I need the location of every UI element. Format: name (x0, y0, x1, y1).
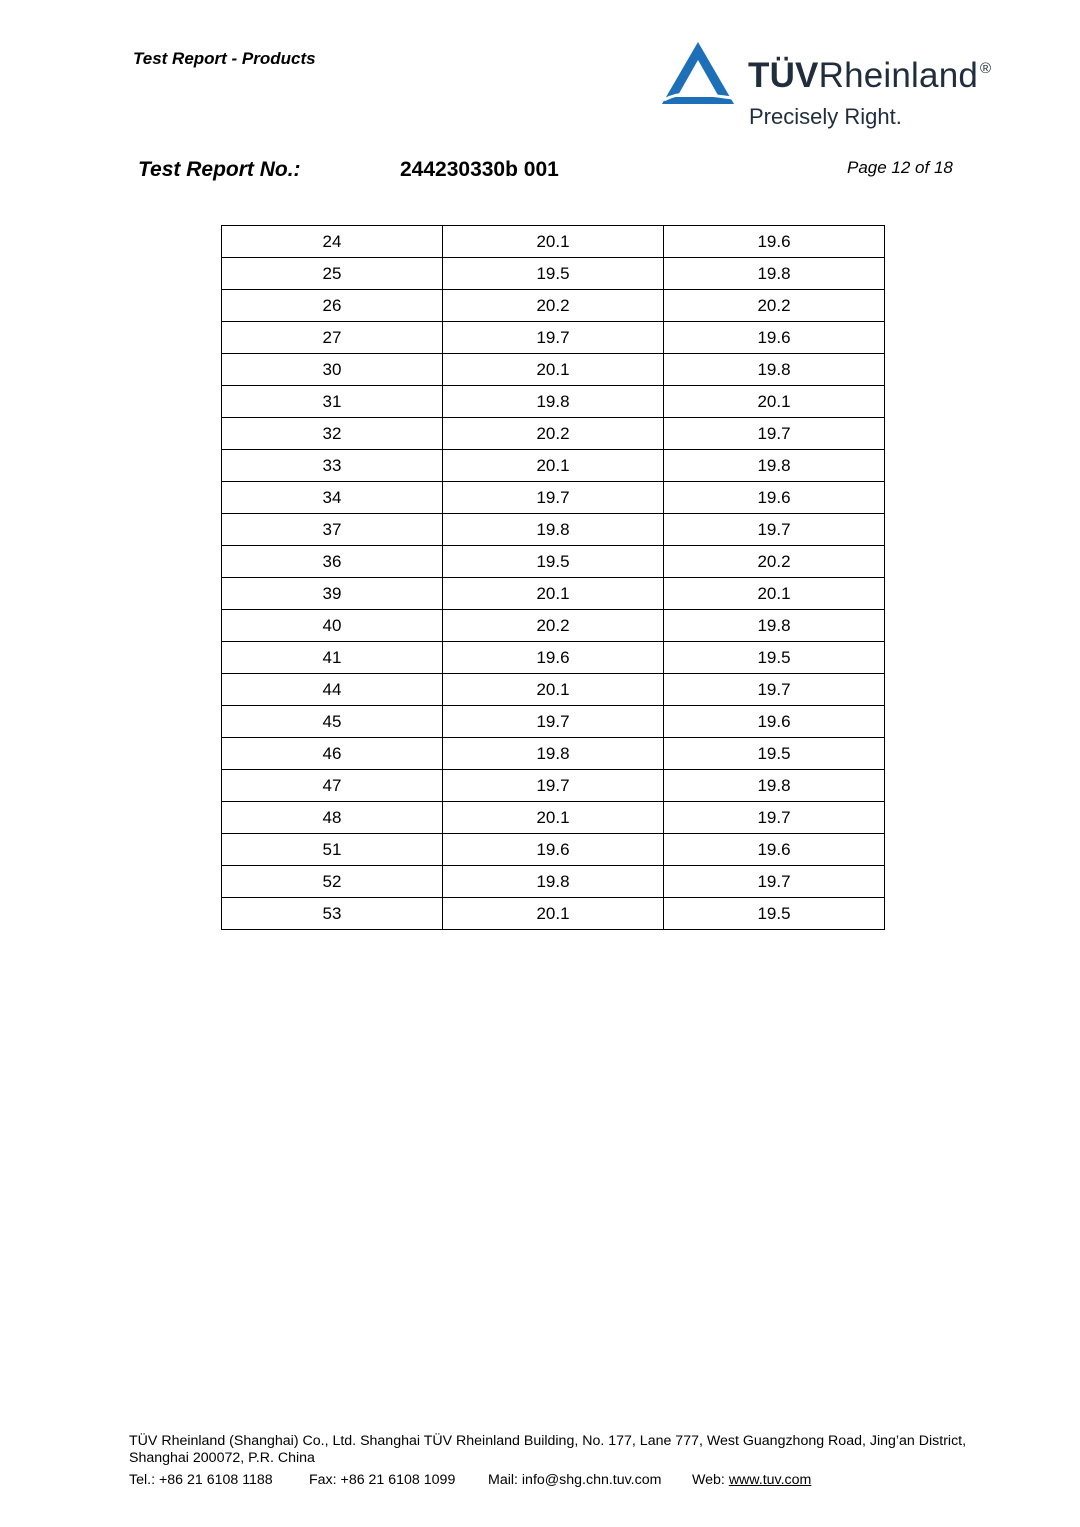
table-row (222, 258, 885, 290)
table-cell: 19.5 (664, 898, 885, 930)
table-cell: 26 (222, 290, 443, 322)
table-row (222, 738, 885, 770)
table-row (222, 578, 885, 610)
table-cell: 19.8 (664, 610, 885, 642)
table-cell: 19.8 (664, 450, 885, 482)
table-cell: 20.1 (443, 354, 664, 386)
table-cell: 20.1 (443, 450, 664, 482)
table-cell: 19.5 (443, 546, 664, 578)
table-row (222, 322, 885, 354)
table-cell: 19.7 (664, 418, 885, 450)
table-row (222, 674, 885, 706)
table-cell: 20.1 (443, 674, 664, 706)
table-row (222, 706, 885, 738)
table-cell: 33 (222, 450, 443, 482)
measurement-table-body (222, 226, 885, 930)
table-cell: 19.6 (664, 226, 885, 258)
table-cell: 40 (222, 610, 443, 642)
table-row (222, 226, 885, 258)
table-cell: 27 (222, 322, 443, 354)
table-row (222, 898, 885, 930)
table-cell: 52 (222, 866, 443, 898)
table-cell: 20.2 (664, 546, 885, 578)
table-cell: 19.7 (664, 674, 885, 706)
table-cell: 19.7 (443, 706, 664, 738)
table-row (222, 290, 885, 322)
table-cell: 24 (222, 226, 443, 258)
footer-tel: Tel.: +86 21 6108 1188 (129, 1472, 273, 1488)
tuv-triangle-icon (660, 40, 736, 106)
table-cell: 39 (222, 578, 443, 610)
table-cell: 20.1 (443, 802, 664, 834)
table-cell: 19.7 (664, 802, 885, 834)
tuv-rheinland-logo (660, 40, 1020, 140)
table-cell: 20.1 (443, 898, 664, 930)
table-cell: 20.1 (664, 386, 885, 418)
table-cell: 34 (222, 482, 443, 514)
table-cell: 37 (222, 514, 443, 546)
table-cell: 19.7 (443, 482, 664, 514)
table-cell: 19.8 (443, 738, 664, 770)
table-cell: 51 (222, 834, 443, 866)
table-row (222, 546, 885, 578)
table-row (222, 610, 885, 642)
page-number: Page 12 of 18 (847, 158, 953, 177)
table-cell: 20.1 (443, 578, 664, 610)
table-cell: 36 (222, 546, 443, 578)
table-row (222, 482, 885, 514)
table-cell: 19.6 (664, 834, 885, 866)
table-cell: 19.8 (664, 354, 885, 386)
footer-web-link[interactable]: www.tuv.com (728, 1472, 812, 1488)
table-cell: 20.2 (443, 290, 664, 322)
document-type: Test Report - Products (133, 49, 316, 68)
table-row (222, 770, 885, 802)
table-cell: 19.7 (443, 322, 664, 354)
table-cell: 19.7 (664, 866, 885, 898)
table-cell: 19.7 (664, 514, 885, 546)
footer-address-line-2: Shanghai 200072, P.R. China (129, 1450, 315, 1466)
table-cell: 19.5 (664, 738, 885, 770)
footer-web-label: Web: (692, 1472, 729, 1488)
table-cell: 41 (222, 642, 443, 674)
table-row (222, 354, 885, 386)
table-row (222, 386, 885, 418)
table-cell: 47 (222, 770, 443, 802)
table-cell: 19.6 (443, 642, 664, 674)
table-cell: 19.6 (443, 834, 664, 866)
table-cell: 46 (222, 738, 443, 770)
footer-address (129, 1433, 1029, 1467)
table-cell: 19.8 (664, 258, 885, 290)
table-cell: 45 (222, 706, 443, 738)
table-row (222, 866, 885, 898)
table-cell: 20.2 (664, 290, 885, 322)
table-cell: 44 (222, 674, 443, 706)
table-cell: 19.5 (664, 642, 885, 674)
table-cell: 19.8 (664, 770, 885, 802)
table-cell: 19.8 (443, 866, 664, 898)
footer-fax: Fax: +86 21 6108 1099 (309, 1472, 456, 1488)
table-row (222, 642, 885, 674)
table-cell: 19.6 (664, 706, 885, 738)
footer-mail: Mail: info@shg.chn.tuv.com (488, 1472, 662, 1488)
table-cell: 19.8 (443, 514, 664, 546)
footer-address-line-1: TÜV Rheinland (Shanghai) Co., Ltd. Shanghai TÜV Rheinland Building, No. 177, Lane 777, West Guangzhong Road, Jing’an District, (129, 1433, 967, 1449)
brand-name: TÜVRheinland ® (748, 56, 992, 95)
table-cell: 19.6 (664, 322, 885, 354)
table-row (222, 834, 885, 866)
table-cell: 32 (222, 418, 443, 450)
table-cell: 19.8 (443, 386, 664, 418)
table-cell: 19.6 (664, 482, 885, 514)
table-cell: 53 (222, 898, 443, 930)
table-cell: 20.1 (443, 226, 664, 258)
table-cell: 20.2 (443, 418, 664, 450)
table-cell: 30 (222, 354, 443, 386)
table-cell: 31 (222, 386, 443, 418)
footer-web (692, 1472, 811, 1488)
report-number-label: Test Report No.: (138, 158, 301, 181)
table-cell: 19.5 (443, 258, 664, 290)
table-cell: 20.2 (443, 610, 664, 642)
table-row (222, 450, 885, 482)
table-cell: 25 (222, 258, 443, 290)
table-cell: 48 (222, 802, 443, 834)
table-row (222, 514, 885, 546)
table-cell: 20.1 (664, 578, 885, 610)
brand-tagline: Precisely Right. (749, 104, 902, 129)
table-row (222, 418, 885, 450)
measurement-table (221, 225, 885, 930)
table-cell: 19.7 (443, 770, 664, 802)
table-row (222, 802, 885, 834)
report-number: 244230330b 001 (400, 158, 559, 181)
